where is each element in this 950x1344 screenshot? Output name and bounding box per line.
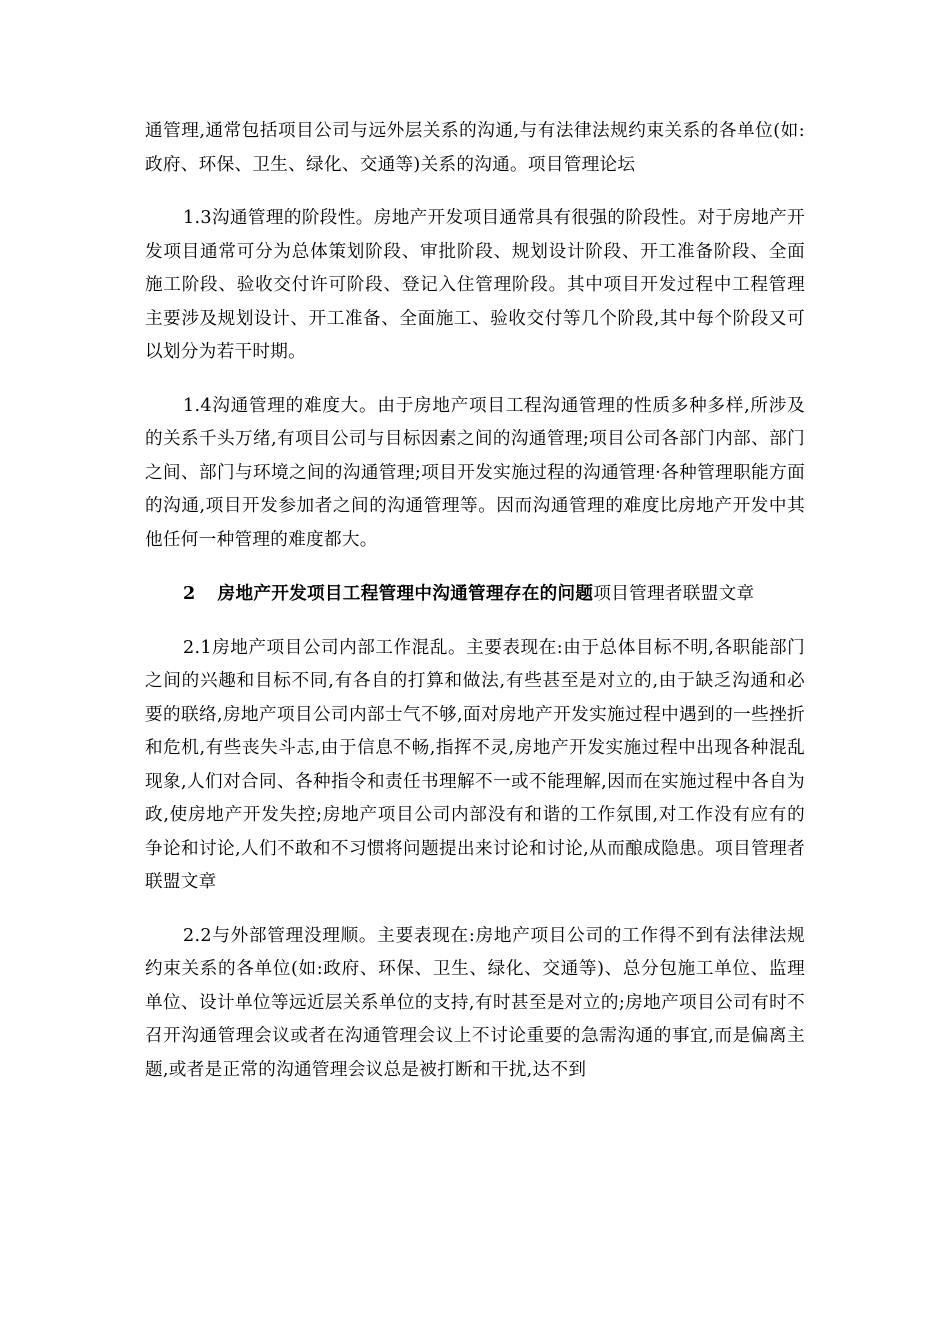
section-number: 2 xyxy=(183,583,196,604)
section-heading-suffix: 项目管理者联盟文章 xyxy=(593,584,755,604)
paragraph-continuation: 通管理,通常包括项目公司与远外层关系的沟通,与有法律法规约束关系的各单位(如:政府、环保、卫生、绿化、交通等)关系的沟通。项目管理论坛 xyxy=(145,121,805,175)
paragraph-2-2: 2.2与外部管理没理顺。主要表现在:房地产项目公司的工作得不到有法律法规约束关系的各单位(如:政府、环保、卫生、绿化、交通等)、总分包施工单位、监理单位、设计单位等远近层关系单位的支持,有时甚至是对立的;房地产项目公司有时不召开沟通管理会议或者在沟通管理会议上不讨论重要的急需沟通的事宜,而是偏离主题,或者是正常的沟通管理会议总是被打断和干扰,达不到 xyxy=(145,925,805,1080)
document-page xyxy=(145,115,805,1107)
paragraph-2-1: 2.1房地产项目公司内部工作混乱。主要表现在:由于总体目标不明,各职能部门之间的兴趣和目标不同,有各自的打算和做法,有些甚至是对立的,由于缺乏沟通和必要的联络,房地产项目公司内部士气不够,面对房地产开发实施过程中遇到的一些挫折和危机,有些丧失斗志,由于信息不畅,指挥不灵,房地产开发实施过程中出现各种混乱现象,人们对合同、各种指令和责任书理解不一或不能理解,因而在实施过程中各自为政,使房地产开发失控;房地产项目公司内部没有和谐的工作氛围,对工作没有应有的争论和讨论,人们不敢和不习惯将问题提出来讨论和讨论,从而酿成隐患。项目管理者联盟文章 xyxy=(145,637,805,892)
paragraph-1-4: 1.4沟通管理的难度大。由于房地产项目工程沟通管理的性质多种多样,所涉及的关系千头万绪,有项目公司与目标因素之间的沟通管理;项目公司各部门内部、部门之间、部门与环境之间的沟通管理;项目开发实施过程的沟通管理·各种管理职能方面的沟通,项目开发参加者之间的沟通管理等。因而沟通管理的难度比房地产开发中其他任何一种管理的难度都大。 xyxy=(145,395,805,550)
section-heading xyxy=(145,577,805,612)
paragraph-1-3: 1.3沟通管理的阶段性。房地产开发项目通常具有很强的阶段性。对于房地产开发项目通常可分为总体策划阶段、审批阶段、规划设计阶段、开工准备阶段、全面施工阶段、验收交付许可阶段、登记入住管理阶段。其中项目开发过程中工程管理主要涉及规划设计、开工准备、全面施工、验收交付等几个阶段,其中每个阶段又可以划分为若干时期。 xyxy=(145,208,805,362)
section-title: 房地产开发项目工程管理中沟通管理存在的问题 xyxy=(217,583,594,604)
